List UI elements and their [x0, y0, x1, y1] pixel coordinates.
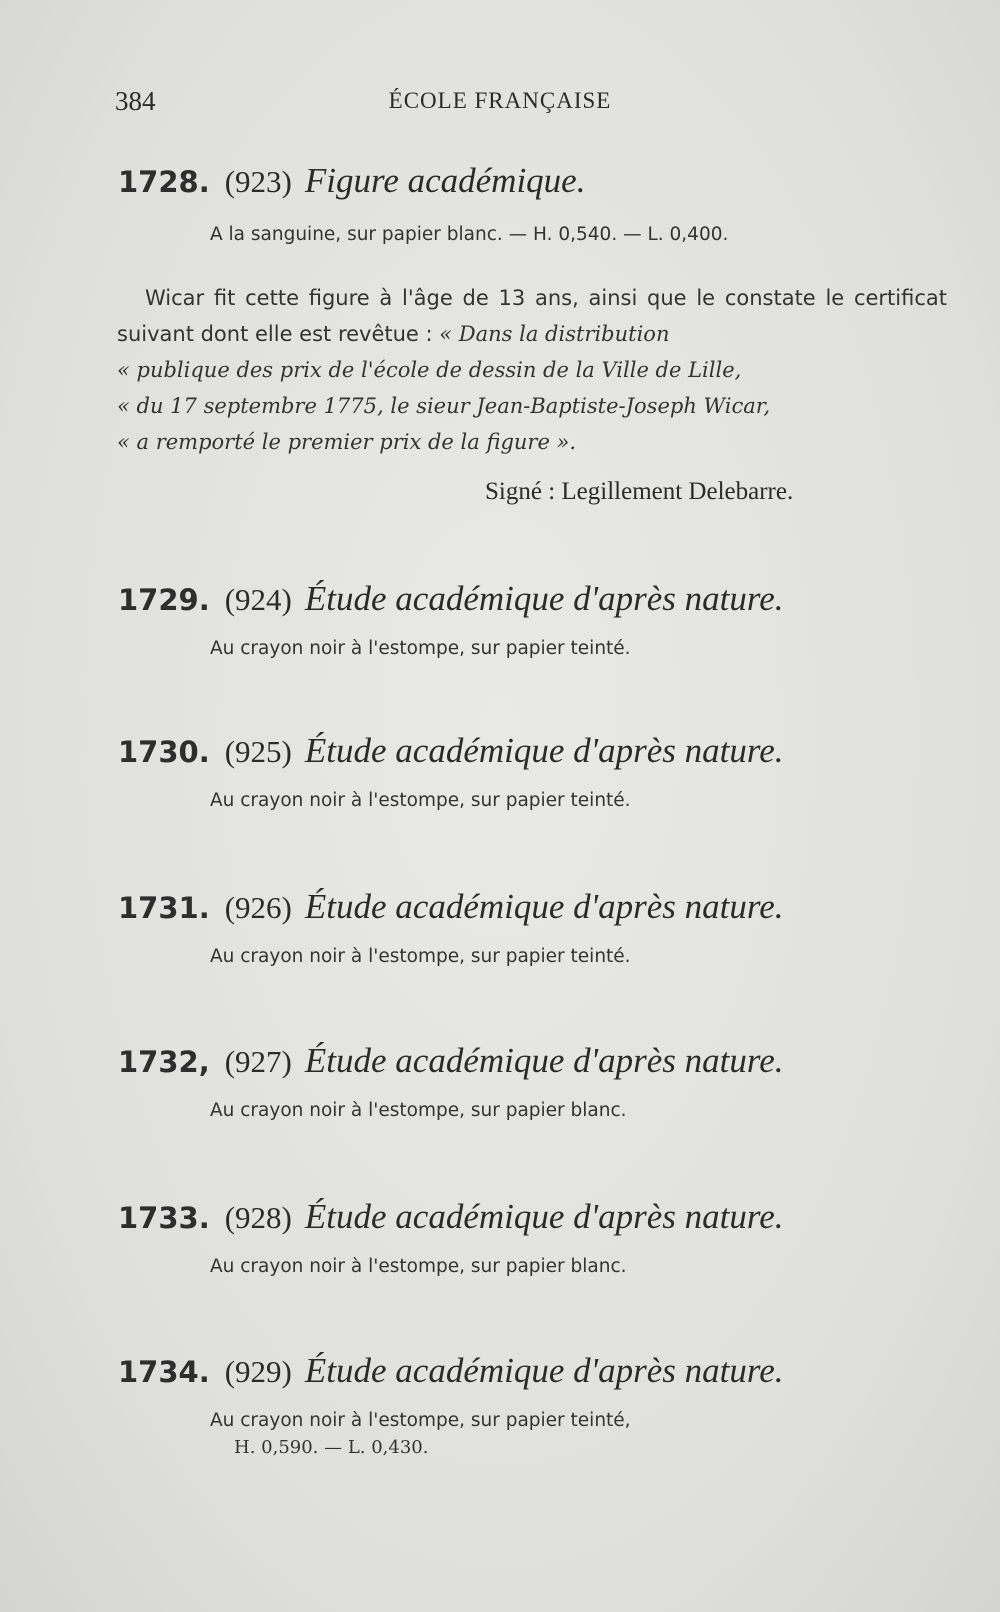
inventory-number: (928) — [224, 1200, 292, 1235]
catalog-entry-1728 — [118, 160, 948, 245]
catalog-entry-1732 — [118, 1040, 948, 1121]
page-header — [0, 86, 1000, 126]
entry-number: 1732, — [118, 1045, 210, 1079]
quote-line-1: « Dans la distribution — [439, 322, 670, 346]
entry-medium: Au crayon noir à l'estompe, sur papier teinté. — [210, 790, 631, 811]
inventory-number: (925) — [224, 734, 292, 769]
entry-heading — [118, 1350, 948, 1392]
page-number: 384 — [115, 86, 156, 116]
inventory-number: (929) — [224, 1354, 292, 1389]
quote-line-4-text: « a remporté le premier prix de la figure ». — [117, 430, 577, 454]
entry-number: 1731. — [118, 891, 210, 925]
entry-title: Étude académique d'après nature. — [304, 731, 784, 770]
quote-line-2-text: « publique des prix de l'école de dessin de la Ville de Lille, — [117, 358, 742, 382]
entry-heading — [118, 886, 948, 928]
entry-number: 1729. — [118, 583, 210, 617]
entry-heading — [118, 1040, 948, 1082]
inventory-number: (923) — [224, 164, 292, 199]
running-head: ÉCOLE FRANÇAISE — [388, 88, 612, 113]
entry-number: 1733. — [118, 1201, 210, 1235]
entry-heading — [118, 1196, 948, 1238]
entry-title: Étude académique d'après nature. — [304, 1351, 784, 1390]
catalog-entry-1733 — [118, 1196, 948, 1277]
entry-title: Étude académique d'après nature. — [304, 1197, 784, 1236]
note-paragraph — [117, 280, 947, 352]
provenance-note — [117, 280, 947, 460]
entry-medium: Au crayon noir à l'estompe, sur papier teinté. — [210, 946, 631, 967]
catalog-entry-1730 — [118, 730, 948, 811]
inventory-number: (926) — [224, 890, 292, 925]
entry-title: Figure académique. — [304, 161, 586, 200]
entry-heading — [118, 730, 948, 772]
quote-line-4 — [117, 424, 947, 460]
entry-title: Étude académique d'après nature. — [304, 1041, 784, 1080]
entry-medium: Au crayon noir à l'estompe, sur papier teinté. — [210, 638, 631, 659]
inventory-number: (927) — [224, 1044, 292, 1079]
entry-medium: Au crayon noir à l'estompe, sur papier blanc. — [210, 1100, 627, 1121]
entry-title: Étude académique d'après nature. — [304, 887, 784, 926]
quote-line-3-text: « du 17 septembre 1775, le sieur Jean-Baptiste-Joseph Wicar, — [117, 394, 771, 418]
entry-medium: Au crayon noir à l'estompe, sur papier teinté, — [210, 1410, 631, 1431]
quote-line-2 — [117, 352, 947, 388]
quote-line-3 — [117, 388, 947, 424]
entry-number: 1734. — [118, 1355, 210, 1389]
entry-heading — [118, 160, 948, 202]
signature: Signé : Legillement Delebarre. — [485, 478, 794, 505]
catalog-entry-1734 — [118, 1350, 948, 1458]
entry-medium: A la sanguine, sur papier blanc. — H. 0,540. — L. 0,400. — [210, 224, 729, 245]
entry-medium: Au crayon noir à l'estompe, sur papier blanc. — [210, 1256, 627, 1277]
catalog-entry-1731 — [118, 886, 948, 967]
entry-number: 1730. — [118, 735, 210, 769]
entry-heading — [118, 578, 948, 620]
note-intro: Wicar fit cette figure à l'âge de 13 ans, ainsi que le constate le certificat suivant dont elle est revêtue : — [117, 286, 947, 346]
inventory-number: (924) — [224, 582, 292, 617]
catalog-entry-1729 — [118, 578, 948, 659]
entry-dimensions: H. 0,590. — L. 0,430. — [234, 1437, 429, 1458]
entry-title: Étude académique d'après nature. — [304, 579, 784, 618]
entry-number: 1728. — [118, 165, 210, 199]
